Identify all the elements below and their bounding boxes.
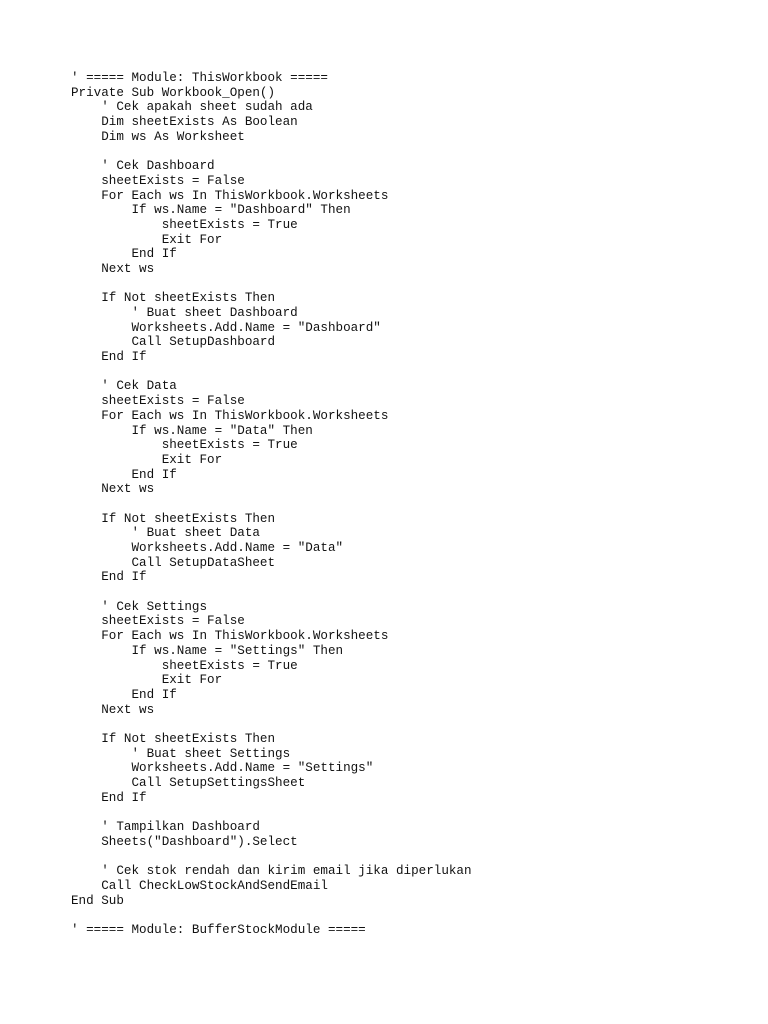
code-line: Next ws [71,261,155,276]
code-line [71,849,472,864]
code-line: ' Cek stok rendah dan kirim email jika diperlukan [71,864,472,879]
code-line: For Each ws In ThisWorkbook.Worksheets [71,629,389,644]
code-line: ' ===== Module: BufferStockModule ===== [71,922,366,937]
code-line: Next ws [71,482,155,497]
code-line: Dim sheetExists As Boolean [71,115,298,130]
code-line: ' Cek Dashboard [71,159,215,174]
code-line: Call SetupDataSheet [71,555,276,570]
code-line [71,497,472,512]
code-line: End If [71,350,147,365]
code-line: Worksheets.Add.Name = "Settings" [71,761,374,776]
code-line: Exit For [71,232,223,247]
code-line: sheetExists = False [71,614,245,629]
code-line: ' Cek Settings [71,599,208,614]
code-line: If Not sheetExists Then [71,291,276,306]
code-line: sheetExists = True [71,658,298,673]
code-line: Call CheckLowStockAndSendEmail [71,878,328,893]
code-line: End If [71,790,147,805]
code-line: ' Buat sheet Settings [71,746,291,761]
code-line: Worksheets.Add.Name = "Data" [71,541,344,555]
code-line [71,277,472,292]
code-line: If ws.Name = "Dashboard" Then [71,203,351,218]
code-line: ' Cek apakah sheet sudah ada [71,100,313,115]
code-line: ' Tampilkan Dashboard [71,820,260,835]
code-line: ' Cek Data [71,379,177,394]
code-line: End If [71,467,177,482]
code-line [71,908,472,923]
code-line: ' ===== Module: ThisWorkbook ===== [71,71,328,85]
code-line [71,805,472,820]
code-line [71,717,472,732]
code-line: Private Sub Workbook_Open() [71,85,276,100]
code-line: If ws.Name = "Settings" Then [71,643,344,658]
code-line: If ws.Name = "Data" Then [71,423,313,438]
code-line: Exit For [71,452,223,467]
code-line: End If [71,687,177,702]
code-line: If Not sheetExists Then [71,511,276,526]
code-line: End If [71,247,177,262]
code-line: Exit For [71,673,223,688]
code-line: Call SetupDashboard [71,335,276,350]
code-line [71,144,472,159]
code-line: ' Buat sheet Dashboard [71,306,298,320]
code-line: Call SetupSettingsSheet [71,776,306,790]
code-line: For Each ws In ThisWorkbook.Worksheets [71,408,389,423]
code-line: End Sub [71,893,124,908]
code-line: Dim ws As Worksheet [71,129,245,144]
code-line: sheetExists = True [71,438,298,453]
code-line [71,365,472,380]
code-line [71,585,472,600]
code-line: For Each ws In ThisWorkbook.Worksheets [71,188,389,203]
code-line: If Not sheetExists Then [71,731,276,746]
code-line: Sheets("Dashboard").Select [71,834,298,849]
code-line: Next ws [71,702,155,717]
code-listing [71,71,472,938]
code-line: sheetExists = True [71,217,298,232]
code-line: sheetExists = False [71,394,245,409]
code-line: sheetExists = False [71,173,245,188]
code-line: End If [71,570,147,585]
code-line: Worksheets.Add.Name = "Dashboard" [71,320,381,335]
code-line: ' Buat sheet Data [71,526,260,541]
